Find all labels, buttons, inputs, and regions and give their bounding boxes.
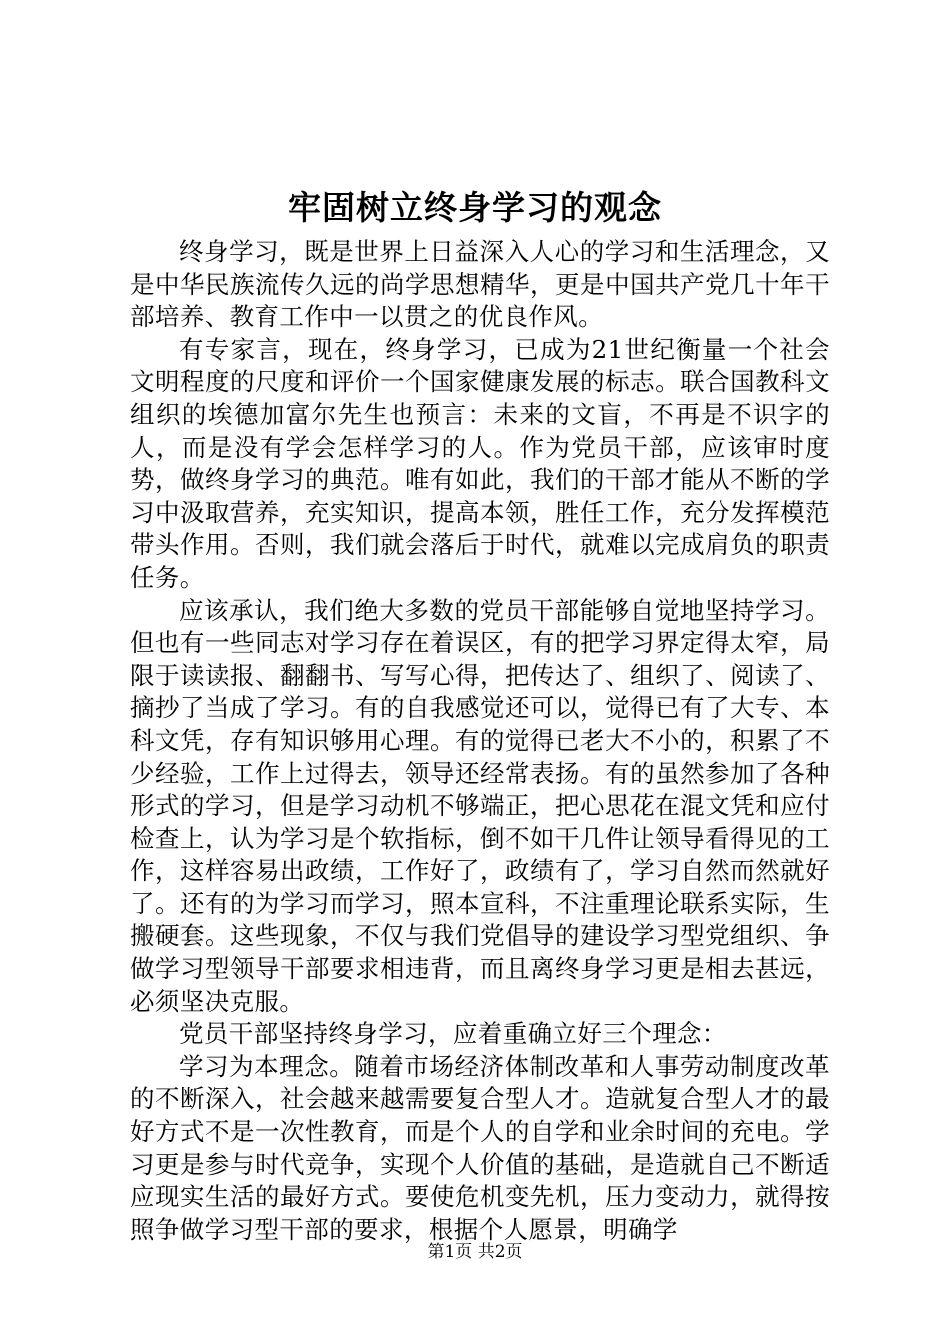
paragraph: 党员干部坚持终身学习，应着重确立好三个理念：	[179, 1019, 727, 1049]
document-title: 牢固树立终身学习的观念	[288, 188, 662, 227]
page-number: 第1页 共2页	[427, 1242, 523, 1262]
document-body	[130, 236, 830, 1246]
paragraph: 学习为本理念。随着市场经济体制改革和人事劳动制度改革的不断深入，社会越来越需要复合型人才。造就复合型人才的最好方式不是一次性教育，而是个人的自学和业余时间的充电。学习更是参与时代竞争，实现个人价值的基础，是造就自己不断适应现实生活的最好方式。要使危机变先机，压力变动力，就得按照争做学习型干部的要求，根据个人愿景，明确学	[130, 1051, 830, 1244]
paragraph: 应该承认，我们绝大多数的党员干部能够自觉地坚持学习。但也有一些同志对学习存在着误区，有的把学习界定得太窄，局限于读读报、翻翻书、写写心得，把传达了、组织了、阅读了、摘抄了当成了学习。有的自我感觉还可以，觉得已有了大专、本科文凭，存有知识够用心理。有的觉得已老大不小的，积累了不少经验，工作上过得去，领导还经常表扬。有的虽然参加了各种形式的学习，但是学习动机不够端正，把心思花在混文凭和应付检查上，认为学习是个软指标，倒不如干几件让领导看得见的工作，这样容易出政绩，工作好了，政绩有了，学习自然而然就好了。还有的为学习而学习，照本宣科，不注重理论联系实际，生搬硬套。这些现象，不仅与我们党倡导的建设学习型党组织、争做学习型领导干部要求相违背，而且离终身学习更是相去甚远，必须坚决克服。	[130, 595, 830, 1016]
paragraph: 有专家言，现在，终身学习，已成为21世纪衡量一个社会文明程度的尺度和评价一个国家健康发展的标志。联合国教科文组织的埃德加富尔先生也预言：未来的文盲，不再是不识字的人，而是没有学会怎样学习的人。作为党员干部，应该审时度势，做终身学习的典范。唯有如此，我们的干部才能从不断的学习中汲取营养，充实知识，提高本领，胜任工作，充分发挥模范带头作用。否则，我们就会落后于时代，就难以完成肩负的职责任务。	[130, 334, 830, 592]
paragraph: 终身学习，既是世界上日益深入人心的学习和生活理念，又是中华民族流传久远的尚学思想精华，更是中国共产党几十年干部培养、教育工作中一以贯之的优良作风。	[130, 237, 830, 332]
